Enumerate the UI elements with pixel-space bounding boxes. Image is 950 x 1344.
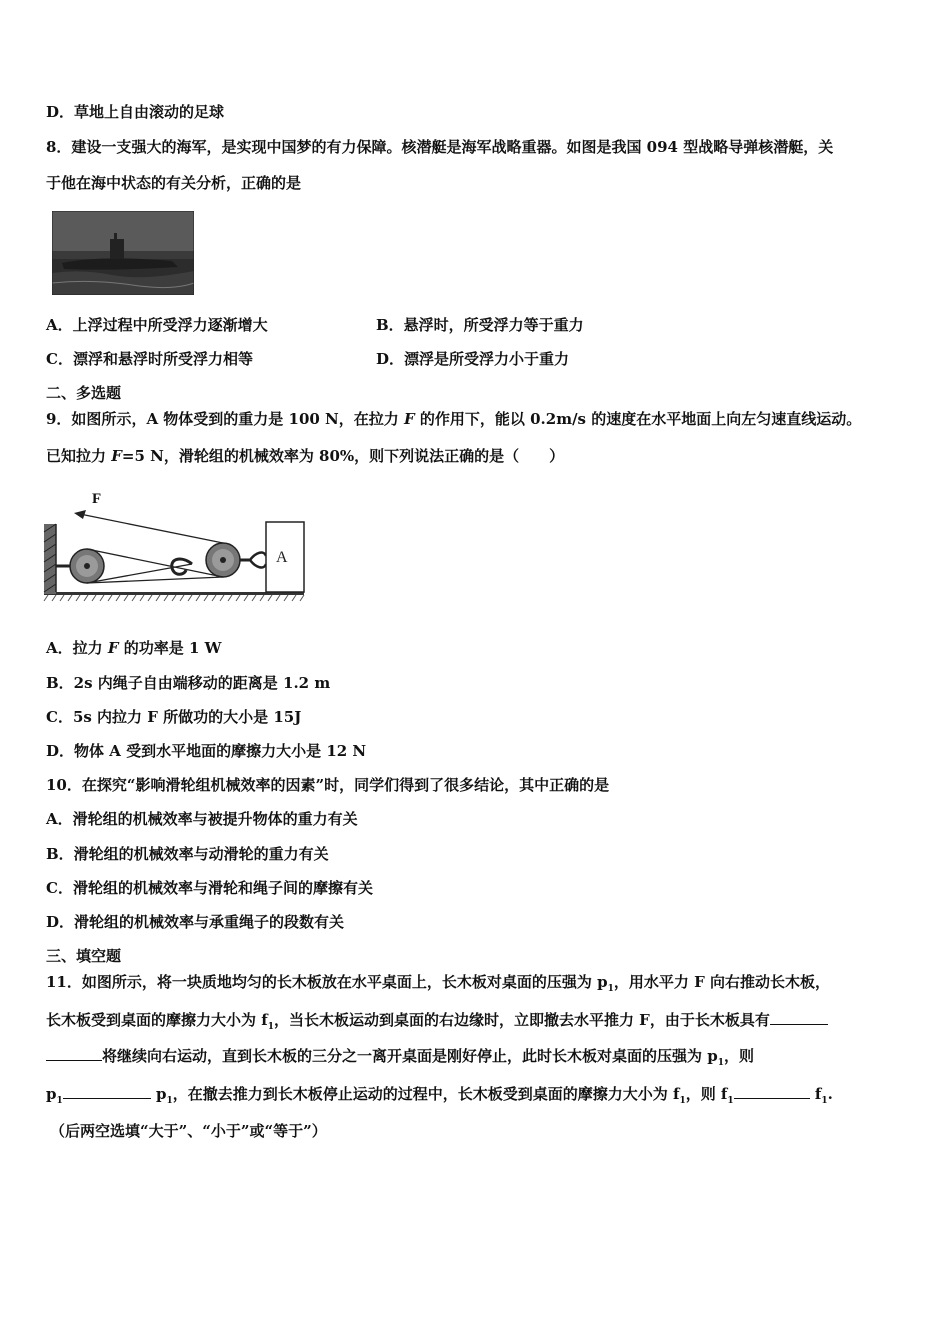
q8-stem-line1: 8．建设一支强大的海军，是实现中国梦的有力保障。核潜艇是海军战略重器。如图是我国 094 型战略导弹核潜艇，关 [46, 138, 834, 156]
answer-blank-1[interactable] [770, 1010, 828, 1025]
force-label: F [92, 491, 102, 507]
section-heading-fill-blank: 三、填空题 [46, 947, 122, 965]
q11-note: （后两空选填“大于”、“小于”或“等于”） [50, 1122, 327, 1140]
q9-stem-line1: 9．如图所示，A 物体受到的重力是 100 N，在拉力 F 的作用下，能以 0.2m/s 的速度在水平地面上向左匀速直线运动。 [46, 410, 862, 428]
q11-stem-line1: 11．如图所示，将一块质地均匀的长木板放在水平桌面上，长木板对桌面的压强为 $p_1$，用水平力 F 向右推动长木板， [46, 973, 830, 994]
q9-option-a: A．拉力 F 的功率是 1 W [46, 639, 222, 657]
q11-stem-line3: 将继续向右运动，直到长木板的三分之一离开桌面是刚好停止，此时长木板对桌面的压强为 $p_1$，则 [46, 1046, 754, 1073]
q9-option-d: D．物体 A 受到水平地面的摩擦力大小是 12 N [46, 742, 367, 760]
q7-option-d: D．草地上自由滚动的足球 [46, 103, 225, 121]
ground-surface [44, 592, 304, 595]
answer-blank-3[interactable] [734, 1084, 810, 1099]
q9-option-b: B．2s 内绳子自由端移动的距离是 1.2 m [46, 674, 331, 692]
q8-option-b: B．悬浮时，所受浮力等于重力 [376, 316, 584, 334]
q11-stem-line2: 长木板受到桌面的摩擦力大小为 $f_1$，当长木板运动到桌面的右边缘时，立即撤去水平推力 F，由于长木板具有 [46, 1010, 828, 1037]
answer-blank-2[interactable] [63, 1084, 151, 1099]
q9-stem-line2: 已知拉力 F=5 N，滑轮组的机械效率为 80%，则下列说法正确的是（ ） [46, 447, 565, 465]
submarine-photo [52, 211, 194, 295]
q8-option-c: C．漂浮和悬浮时所受浮力相等 [46, 350, 253, 368]
wall [44, 524, 56, 594]
q8-option-d: D．漂浮是所受浮力小于重力 [376, 350, 570, 368]
q11-stem-line4: $p_1$ $p_1$，在撤去推力到长木板停止运动的过程中，长木板受到桌面的摩擦力大小为 $f_1$，则 $f_1$ $f_1$. [46, 1085, 833, 1106]
q10-option-b: B．滑轮组的机械效率与动滑轮的重力有关 [46, 845, 329, 863]
section-heading-multi-choice: 二、多选题 [46, 384, 122, 402]
q9-option-c: C．5s 内拉力 F 所做功的大小是 15J [46, 708, 302, 726]
q8-option-a: A．上浮过程中所受浮力逐渐增大 [46, 316, 268, 334]
answer-blank-1-cont[interactable] [46, 1046, 102, 1061]
q10-option-d: D．滑轮组的机械效率与承重绳子的段数有关 [46, 913, 345, 931]
q10-option-c: C．滑轮组的机械效率与滑轮和绳子间的摩擦有关 [46, 879, 373, 897]
q8-stem-line2: 于他在海中状态的有关分析，正确的是 [46, 174, 302, 192]
block-a-label: A [276, 549, 288, 566]
q10-option-a: A．滑轮组的机械效率与被提升物体的重力有关 [46, 810, 358, 828]
force-arrow-head [74, 510, 86, 519]
q10-stem: 10．在探究“影响滑轮组机械效率的因素”时，同学们得到了很多结论，其中正确的是 [46, 776, 610, 794]
pulley-diagram [42, 484, 308, 608]
free-rope-end [80, 514, 223, 543]
